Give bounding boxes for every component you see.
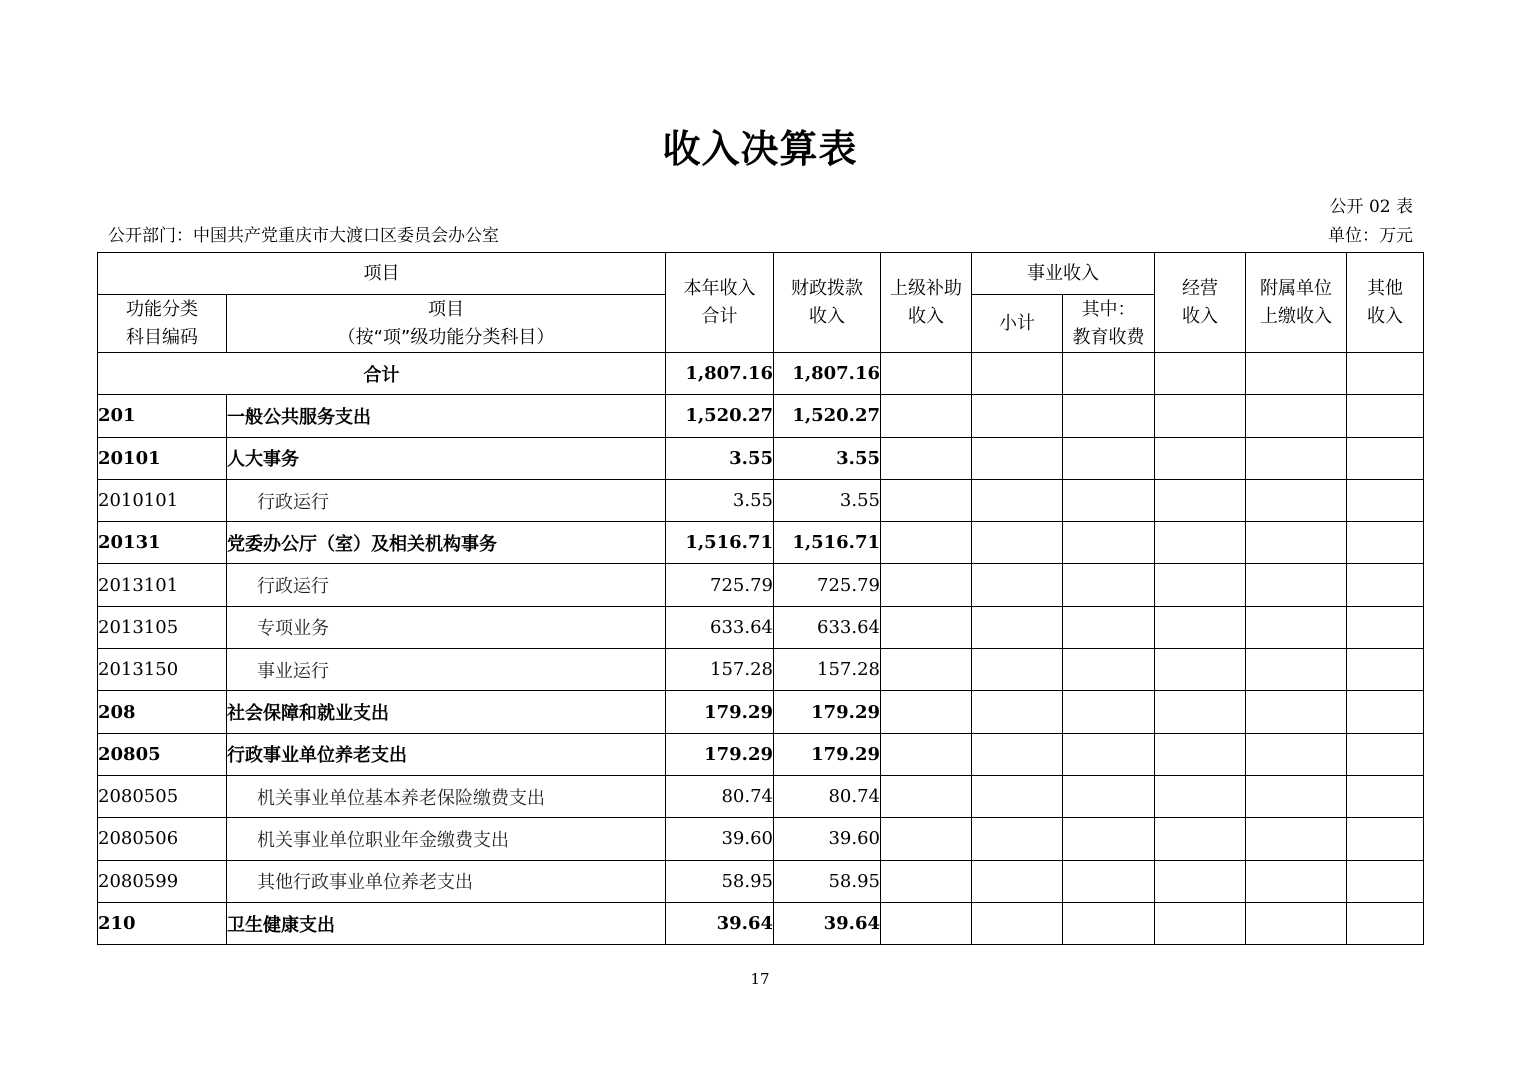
row-fiscal: 1,520.27 <box>774 395 881 437</box>
empty-cell <box>1063 522 1155 564</box>
empty-cell <box>972 818 1063 860</box>
table-row <box>98 818 1424 860</box>
table-row <box>98 902 1424 944</box>
row-total-income: 1,516.71 <box>666 522 774 564</box>
row-code: 2013150 <box>98 649 227 691</box>
department-label: 公开部门：中国共产党重庆市大渡口区委员会办公室 <box>108 226 499 246</box>
row-fiscal: 1,516.71 <box>774 522 881 564</box>
empty-cell <box>1347 395 1424 437</box>
table-row <box>98 522 1424 564</box>
empty-cell <box>1246 649 1347 691</box>
empty-cell <box>972 564 1063 606</box>
table-row <box>98 860 1424 902</box>
total-fiscal-value: 1,807.16 <box>774 353 881 395</box>
table-row <box>98 564 1424 606</box>
row-fiscal: 39.60 <box>774 818 881 860</box>
header-project: 项目 <box>98 253 666 295</box>
empty-cell <box>972 733 1063 775</box>
empty-cell <box>881 395 972 437</box>
row-fiscal: 80.74 <box>774 775 881 817</box>
row-fiscal: 39.64 <box>774 902 881 944</box>
row-name: 其他行政事业单位养老支出 <box>227 860 666 902</box>
empty-cell <box>1347 860 1424 902</box>
row-name: 人大事务 <box>227 437 666 479</box>
header-subsidy: 上级补助 收入 <box>881 253 972 353</box>
row-name: 事业运行 <box>227 649 666 691</box>
empty-cell <box>1347 902 1424 944</box>
empty-cell <box>1063 479 1155 521</box>
empty-cell <box>881 775 972 817</box>
header-item: 项目 （按“项”级功能分类科目） <box>227 295 666 353</box>
empty-cell <box>881 479 972 521</box>
empty-cell <box>1155 691 1246 733</box>
empty-cell <box>1063 606 1155 648</box>
empty-cell <box>1155 733 1246 775</box>
empty-cell <box>1155 606 1246 648</box>
page-number: 17 <box>750 970 770 988</box>
total-row <box>98 353 1424 395</box>
empty-cell <box>972 606 1063 648</box>
empty-cell <box>881 522 972 564</box>
empty-cell <box>1063 564 1155 606</box>
empty-cell <box>1246 902 1347 944</box>
empty-cell <box>1155 775 1246 817</box>
row-total-income: 80.74 <box>666 775 774 817</box>
empty-cell <box>1063 437 1155 479</box>
empty-cell <box>1246 479 1347 521</box>
empty-cell <box>1155 395 1246 437</box>
row-code: 2080505 <box>98 775 227 817</box>
table-row <box>98 649 1424 691</box>
empty-cell <box>1347 775 1424 817</box>
table-row <box>98 395 1424 437</box>
empty-cell <box>1347 606 1424 648</box>
empty-cell <box>1347 479 1424 521</box>
row-fiscal: 633.64 <box>774 606 881 648</box>
table-row <box>98 733 1424 775</box>
table-row <box>98 775 1424 817</box>
row-code: 208 <box>98 691 227 733</box>
empty-cell <box>1246 522 1347 564</box>
empty-cell <box>881 606 972 648</box>
row-name: 党委办公厅（室）及相关机构事务 <box>227 522 666 564</box>
row-code: 2013105 <box>98 606 227 648</box>
header-func-code: 功能分类 科目编码 <box>98 295 227 353</box>
header-career: 事业收入 <box>972 253 1155 295</box>
empty-cell <box>881 902 972 944</box>
total-label: 合计 <box>98 353 666 395</box>
row-code: 2010101 <box>98 479 227 521</box>
empty-cell <box>1063 733 1155 775</box>
empty-cell <box>1246 395 1347 437</box>
empty-cell <box>1347 437 1424 479</box>
empty-cell <box>972 522 1063 564</box>
form-number: 公开 02 表 <box>1329 197 1413 217</box>
empty-cell <box>1246 437 1347 479</box>
income-table <box>97 252 1424 945</box>
empty-cell <box>1063 775 1155 817</box>
empty-cell <box>881 649 972 691</box>
row-code: 2080506 <box>98 818 227 860</box>
header-career-subtotal: 小计 <box>972 295 1063 353</box>
row-code: 210 <box>98 902 227 944</box>
row-total-income: 725.79 <box>666 564 774 606</box>
empty-cell <box>881 860 972 902</box>
header-other: 其他 收入 <box>1347 253 1424 353</box>
empty-cell <box>1063 818 1155 860</box>
row-fiscal: 157.28 <box>774 649 881 691</box>
header-total-income: 本年收入 合计 <box>666 253 774 353</box>
header-fiscal: 财政拨款 收入 <box>774 253 881 353</box>
empty-cell <box>1347 733 1424 775</box>
empty-cell <box>1155 522 1246 564</box>
table-row <box>98 606 1424 648</box>
empty-cell <box>1246 691 1347 733</box>
row-fiscal: 179.29 <box>774 691 881 733</box>
empty-cell <box>1155 818 1246 860</box>
table-row <box>98 479 1424 521</box>
row-total-income: 39.64 <box>666 902 774 944</box>
empty-cell <box>1063 902 1155 944</box>
empty-cell <box>1155 860 1246 902</box>
row-total-income: 179.29 <box>666 691 774 733</box>
row-total-income: 633.64 <box>666 606 774 648</box>
row-name: 卫生健康支出 <box>227 902 666 944</box>
row-name: 行政事业单位养老支出 <box>227 733 666 775</box>
empty-cell <box>881 437 972 479</box>
empty-cell <box>881 564 972 606</box>
empty-cell <box>881 733 972 775</box>
row-fiscal: 725.79 <box>774 564 881 606</box>
empty-cell <box>881 818 972 860</box>
empty-cell <box>1063 691 1155 733</box>
empty-cell <box>1063 649 1155 691</box>
empty-cell <box>1246 564 1347 606</box>
row-total-income: 58.95 <box>666 860 774 902</box>
header-business: 经营 收入 <box>1155 253 1246 353</box>
empty-cell <box>972 479 1063 521</box>
page-title: 收入决算表 <box>662 127 858 171</box>
table-row <box>98 437 1424 479</box>
header-affiliate: 附属单位 上缴收入 <box>1246 253 1347 353</box>
row-total-income: 3.55 <box>666 479 774 521</box>
row-name: 行政运行 <box>227 479 666 521</box>
row-code: 20101 <box>98 437 227 479</box>
row-total-income: 179.29 <box>666 733 774 775</box>
row-total-income: 157.28 <box>666 649 774 691</box>
empty-cell <box>972 691 1063 733</box>
row-fiscal: 58.95 <box>774 860 881 902</box>
row-fiscal: 3.55 <box>774 479 881 521</box>
empty-cell <box>1063 860 1155 902</box>
unit-label: 单位：万元 <box>1328 226 1413 246</box>
row-name: 行政运行 <box>227 564 666 606</box>
row-name: 一般公共服务支出 <box>227 395 666 437</box>
row-total-income: 39.60 <box>666 818 774 860</box>
row-name: 机关事业单位基本养老保险缴费支出 <box>227 775 666 817</box>
empty-cell <box>1246 606 1347 648</box>
empty-cell <box>1246 733 1347 775</box>
row-code: 201 <box>98 395 227 437</box>
row-name: 机关事业单位职业年金缴费支出 <box>227 818 666 860</box>
table-row <box>98 691 1424 733</box>
empty-cell <box>1347 818 1424 860</box>
row-code: 2080599 <box>98 860 227 902</box>
row-fiscal: 179.29 <box>774 733 881 775</box>
empty-cell <box>972 649 1063 691</box>
empty-cell <box>972 395 1063 437</box>
row-total-income: 1,520.27 <box>666 395 774 437</box>
empty-cell <box>881 691 972 733</box>
header-career-edu: 其中： 教育收费 <box>1063 295 1155 353</box>
empty-cell <box>1155 902 1246 944</box>
empty-cell <box>1347 691 1424 733</box>
total-income-value: 1,807.16 <box>666 353 774 395</box>
empty-cell <box>1246 775 1347 817</box>
empty-cell <box>1155 437 1246 479</box>
row-code: 2013101 <box>98 564 227 606</box>
empty-cell <box>1155 649 1246 691</box>
row-code: 20131 <box>98 522 227 564</box>
empty-cell <box>972 775 1063 817</box>
empty-cell <box>972 860 1063 902</box>
empty-cell <box>1155 564 1246 606</box>
row-code: 20805 <box>98 733 227 775</box>
empty-cell <box>1347 649 1424 691</box>
row-name: 社会保障和就业支出 <box>227 691 666 733</box>
empty-cell <box>972 902 1063 944</box>
empty-cell <box>1155 479 1246 521</box>
empty-cell <box>1246 818 1347 860</box>
empty-cell <box>1347 564 1424 606</box>
empty-cell <box>1063 395 1155 437</box>
empty-cell <box>972 437 1063 479</box>
row-fiscal: 3.55 <box>774 437 881 479</box>
row-name: 专项业务 <box>227 606 666 648</box>
empty-cell <box>1347 522 1424 564</box>
row-total-income: 3.55 <box>666 437 774 479</box>
empty-cell <box>1246 860 1347 902</box>
